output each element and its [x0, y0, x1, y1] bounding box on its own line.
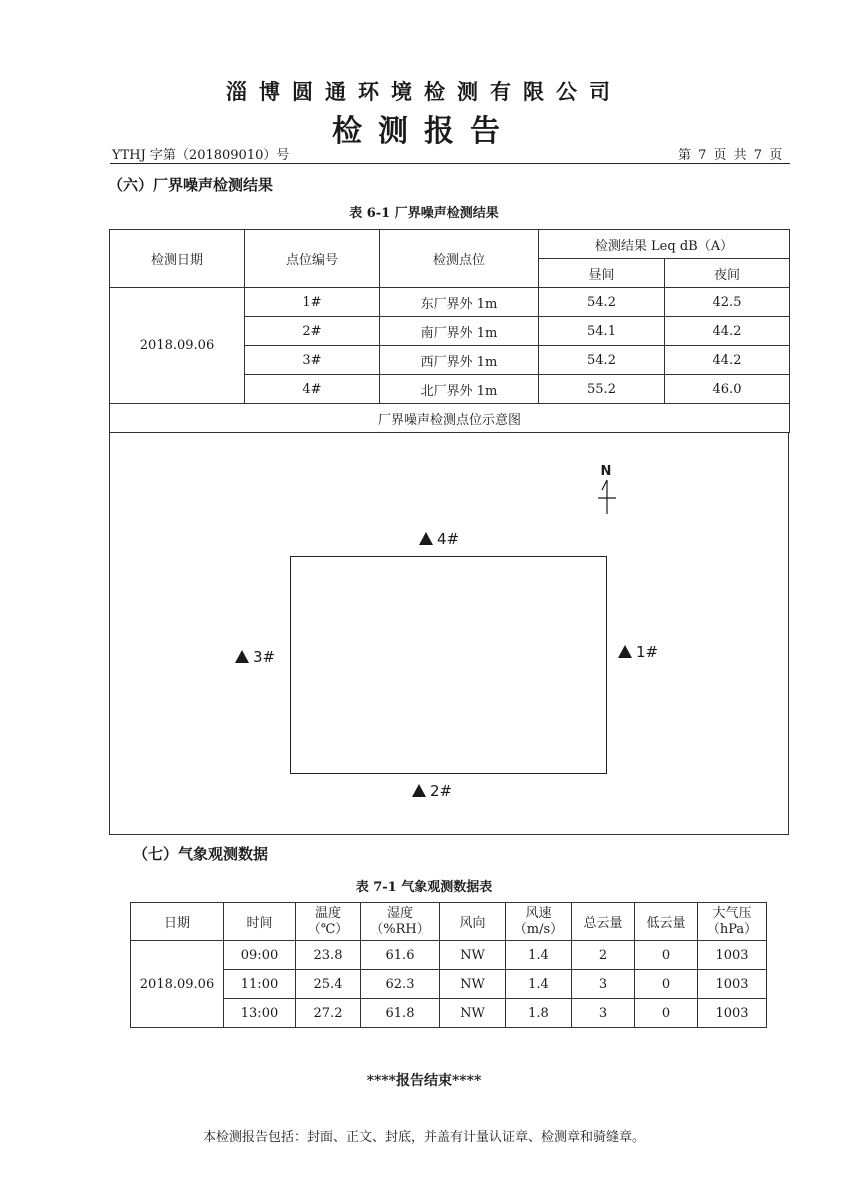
- cell-temperature: 23.8: [296, 941, 361, 970]
- cell-location: 西厂界外 1m: [380, 346, 539, 375]
- triangle-marker-icon: [618, 645, 632, 658]
- point-label: 4#: [437, 530, 460, 548]
- table-header-row: [110, 230, 790, 259]
- page-info: 第 7 页 共 7 页: [678, 148, 783, 163]
- cell-humidity: 61.8: [361, 999, 440, 1028]
- cell-date: 2018.09.06: [131, 941, 224, 1028]
- header-divider: [110, 163, 790, 164]
- diagram-title: 厂界噪声检测点位示意图: [110, 404, 790, 433]
- cell-day: 54.2: [539, 288, 665, 317]
- table-row: [131, 970, 767, 999]
- triangle-marker-icon: [412, 784, 426, 797]
- table-row: [110, 288, 790, 317]
- monitor-point-3: [235, 648, 275, 666]
- report-number: YTHJ 字第（201809010）号: [112, 148, 290, 163]
- header-day: 昼间: [539, 259, 665, 288]
- north-arrow-icon: [592, 460, 622, 516]
- cell-low-cloud: 0: [635, 970, 698, 999]
- cell-time: 11:00: [224, 970, 296, 999]
- triangle-marker-icon: [235, 650, 249, 663]
- footer-note: 本检测报告包括：封面、正文、封底，并盖有计量认证章、检测章和骑缝章。: [202, 1130, 645, 1145]
- cell-night: 42.5: [665, 288, 790, 317]
- header-total-cloud: 总云量: [572, 903, 635, 941]
- cell-humidity: 62.3: [361, 970, 440, 999]
- cell-time: 13:00: [224, 999, 296, 1028]
- cell-wind-speed: 1.4: [506, 970, 572, 999]
- cell-total-cloud: 3: [572, 970, 635, 999]
- triangle-marker-icon: [419, 532, 433, 545]
- cell-night: 46.0: [665, 375, 790, 404]
- header-date: 日期: [131, 903, 224, 941]
- cell-wind-direction: NW: [440, 941, 506, 970]
- cell-pressure: 1003: [698, 970, 767, 999]
- monitor-point-4: [419, 530, 459, 548]
- header-low-cloud: 低云量: [635, 903, 698, 941]
- cell-total-cloud: 3: [572, 999, 635, 1028]
- cell-point-no: 1#: [245, 288, 380, 317]
- header-night: 夜间: [665, 259, 790, 288]
- cell-point-no: 4#: [245, 375, 380, 404]
- company-name: 淄博圆通环境检测有限公司: [226, 79, 622, 104]
- cell-pressure: 1003: [698, 941, 767, 970]
- header-pressure: 大气压 （hPa）: [698, 903, 767, 941]
- diagram-title-row: [110, 404, 790, 433]
- table-row: [131, 941, 767, 970]
- cell-humidity: 61.6: [361, 941, 440, 970]
- cell-temperature: 25.4: [296, 970, 361, 999]
- header-point-no: 点位编号: [245, 230, 380, 288]
- table-row: [131, 999, 767, 1028]
- header-result: 检测结果 Leq dB（A）: [539, 230, 790, 259]
- point-label: 3#: [253, 648, 276, 666]
- cell-wind-speed: 1.8: [506, 999, 572, 1028]
- cell-low-cloud: 0: [635, 999, 698, 1028]
- header-date: 检测日期: [110, 230, 245, 288]
- cell-pressure: 1003: [698, 999, 767, 1028]
- header-time: 时间: [224, 903, 296, 941]
- cell-night: 44.2: [665, 346, 790, 375]
- cell-day: 54.2: [539, 346, 665, 375]
- point-label: 2#: [430, 782, 453, 800]
- cell-day: 55.2: [539, 375, 665, 404]
- cell-point-no: 3#: [245, 346, 380, 375]
- weather-table: [130, 902, 767, 1028]
- header-wind-direction: 风向: [440, 903, 506, 941]
- header-location: 检测点位: [380, 230, 539, 288]
- cell-wind-direction: NW: [440, 970, 506, 999]
- report-title: 检测报告: [332, 114, 516, 149]
- cell-time: 09:00: [224, 941, 296, 970]
- cell-location: 南厂界外 1m: [380, 317, 539, 346]
- cell-day: 54.1: [539, 317, 665, 346]
- table-7-1-caption: 表 7-1 气象观测数据表: [355, 880, 493, 895]
- cell-low-cloud: 0: [635, 941, 698, 970]
- table-6-1-caption: 表 6-1 厂界噪声检测结果: [349, 206, 499, 221]
- header-temperature: 温度 （℃）: [296, 903, 361, 941]
- cell-wind-speed: 1.4: [506, 941, 572, 970]
- weather-header-row: [131, 903, 767, 941]
- point-label: 1#: [636, 643, 659, 661]
- header-humidity: 湿度 （%RH）: [361, 903, 440, 941]
- noise-results-table: [109, 229, 790, 433]
- cell-point-no: 2#: [245, 317, 380, 346]
- cell-total-cloud: 2: [572, 941, 635, 970]
- monitor-point-2: [412, 782, 452, 800]
- cell-temperature: 27.2: [296, 999, 361, 1028]
- cell-wind-direction: NW: [440, 999, 506, 1028]
- cell-date: 2018.09.06: [110, 288, 245, 404]
- header-wind-speed: 风速 （m/s）: [506, 903, 572, 941]
- cell-night: 44.2: [665, 317, 790, 346]
- cell-location: 东厂界外 1m: [380, 288, 539, 317]
- report-end-mark: ****报告结束****: [366, 1073, 482, 1089]
- section-7-title: （七）气象观测数据: [133, 845, 269, 863]
- cell-location: 北厂界外 1m: [380, 375, 539, 404]
- north-label: N: [600, 464, 612, 479]
- section-6-title: （六）厂界噪声检测结果: [108, 176, 274, 194]
- monitor-point-1: [618, 643, 658, 661]
- plant-boundary: [290, 556, 607, 774]
